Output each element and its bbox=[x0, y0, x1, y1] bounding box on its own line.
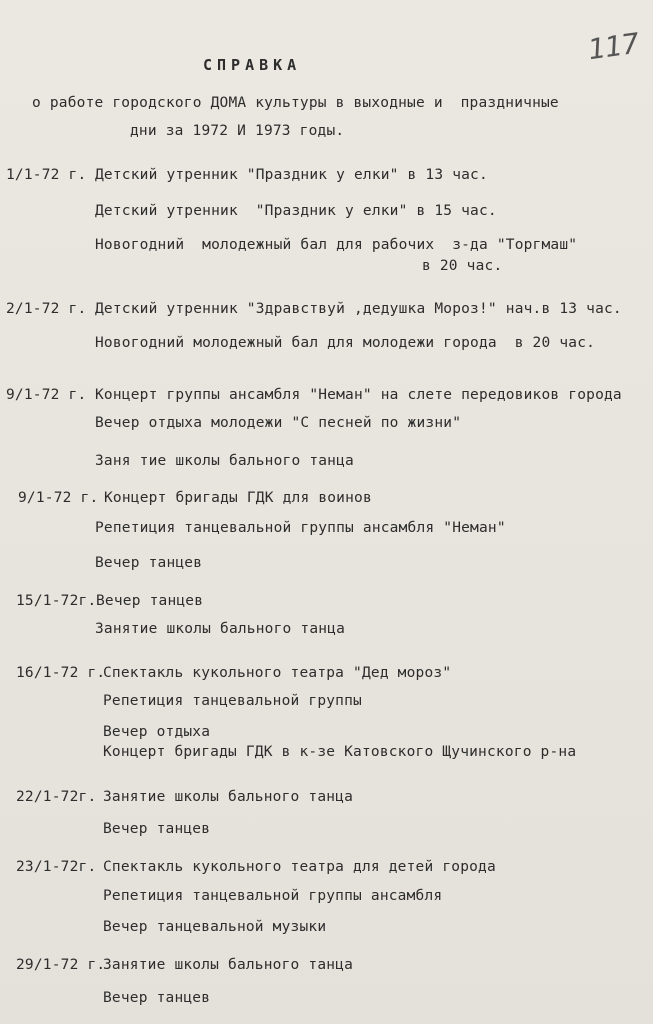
entry-line: Спектакль кукольного театра "Дед мороз" bbox=[103, 665, 452, 681]
entry-date: 22/1-72г. bbox=[16, 789, 97, 805]
entry-line: Заня тие школы бального танца bbox=[95, 453, 354, 469]
entry-line: Вечер танцев bbox=[103, 821, 211, 837]
entry-line: Концерт бригады ГДК в к-зе Катовского Щучинского р-на bbox=[103, 744, 577, 760]
entry-line: в 20 час. bbox=[422, 258, 503, 274]
entry-line: Занятие школы бального танца bbox=[103, 957, 354, 973]
entry-line: Концерт бригады ГДК для воинов bbox=[104, 490, 372, 506]
entry-date: 9/1-72 г. bbox=[18, 490, 99, 506]
entry-line: Вечер отдыха bbox=[103, 724, 211, 740]
entry-line: Вечер танцев bbox=[95, 555, 203, 571]
entry-line: Вечер отдыха молодежи "С песней по жизни" bbox=[95, 415, 462, 431]
entry-line: Спектакль кукольного театра для детей города bbox=[103, 859, 496, 875]
document-title: СПРАВКА bbox=[203, 56, 302, 74]
entry-line: Детский утренник "Праздник у елки" в 13 час. bbox=[95, 167, 488, 183]
entry-line: Репетиция танцевальной группы ансамбля bbox=[103, 888, 443, 904]
entry-date: 16/1-72 г. bbox=[16, 665, 106, 681]
entry-line: Вечер танцевальной музыки bbox=[103, 919, 327, 935]
entry-date: 23/1-72г. bbox=[16, 859, 97, 875]
entry-date: 9/1-72 г. bbox=[6, 387, 87, 403]
entry-date: 2/1-72 г. bbox=[6, 301, 87, 317]
entry-date: 1/1-72 г. bbox=[6, 167, 87, 183]
document-subtitle-line-1: о работе городского ДОМА культуры в выходные и праздничные bbox=[32, 95, 559, 111]
entry-date: 15/1-72г. bbox=[16, 593, 97, 609]
entry-line: Репетиция танцевальной группы ансамбля "Неман" bbox=[95, 520, 506, 536]
entry-line: Репетиция танцевальной группы bbox=[103, 693, 362, 709]
document-subtitle-line-2: дни за 1972 И 1973 годы. bbox=[130, 123, 345, 139]
entry-line: Детский утренник "Здравствуй ,дедушка Мороз!" нач.в 13 час. bbox=[95, 301, 622, 317]
entry-line: Новогодний молодежный бал для молодежи города в 20 час. bbox=[95, 335, 596, 351]
entry-line: Вечер танцев bbox=[96, 593, 204, 609]
entry-line: Концерт группы ансамбля "Неман" на слете передовиков города bbox=[95, 387, 622, 403]
handwritten-page-number: 117 bbox=[585, 26, 641, 67]
entry-line: Занятие школы бального танца bbox=[103, 789, 354, 805]
entry-line: Детский утренник "Праздник у елки" в 15 час. bbox=[95, 203, 497, 219]
entry-date: 29/1-72 г. bbox=[16, 957, 106, 973]
entry-line: Занятие школы бального танца bbox=[95, 621, 346, 637]
entry-line: Вечер танцев bbox=[103, 990, 211, 1006]
entry-line: Новогодний молодежный бал для рабочих з-да "Торгмаш" bbox=[95, 237, 578, 253]
